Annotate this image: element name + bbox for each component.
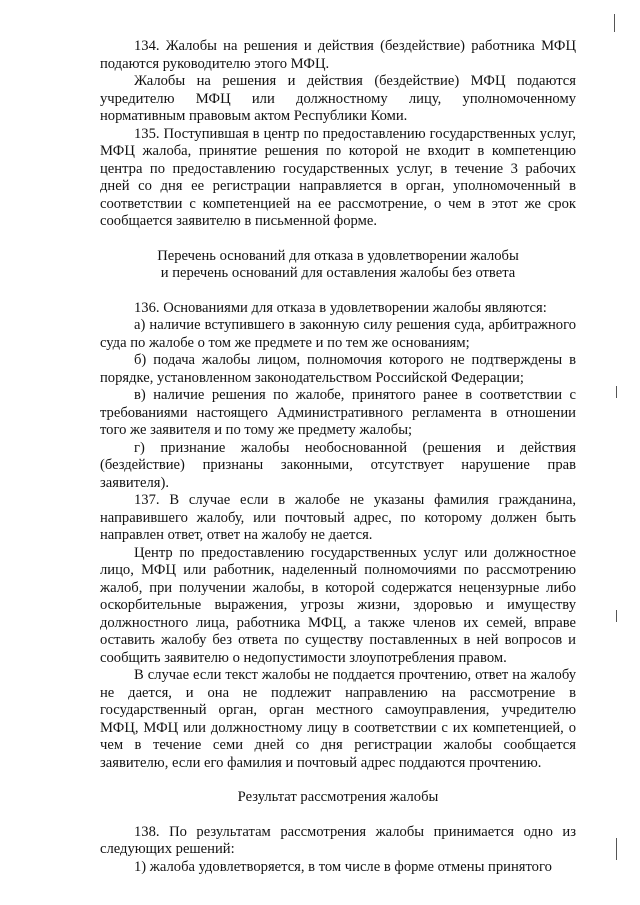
section-heading-result: Результат рассмотрения жалобы — [237, 789, 439, 805]
scan-edge-mark — [614, 14, 615, 32]
spacer — [100, 772, 576, 789]
spacer — [100, 283, 576, 300]
scan-edge-mark — [616, 610, 617, 622]
scan-edge-mark — [616, 386, 617, 398]
document-page — [100, 38, 576, 876]
spacer — [100, 231, 576, 248]
paragraph-136-g: г) признание жалобы необоснованной (решения и действия (бездействие) признаны законными, отсутствует нарушение прав заявителя). — [100, 439, 576, 491]
paragraph-138: 138. По результатам рассмотрения жалобы принимается одно из следующих решений: — [100, 823, 576, 857]
paragraph-138-1: 1) жалоба удовлетворяется, в том числе в форме отмены принятого — [134, 858, 552, 875]
section-heading-refusal-line-2: и перечень оснований для оставления жалобы без ответа — [160, 265, 516, 281]
paragraph-134-mfc-founder: Жалобы на решения и действия (бездействие) МФЦ подаются учредителю МФЦ или должностному лицу, уполномоченному нормативным правовым актом Республики Коми. — [100, 73, 576, 124]
paragraph-136-b: б) подача жалобы лицом, полномочия которого не подтверждены в порядке, установленном законодательством Российской Федерации; — [100, 352, 576, 386]
paragraph-137: 137. В случае если в жалобе не указаны фамилия гражданина, направившего жалобу, или почтовый адрес, по которому должен быть направлен ответ, ответ на жалобу не дается. — [100, 492, 576, 543]
paragraph-135: 135. Поступившая в центр по предоставлению государственных услуг, МФЦ жалоба, принятие решения по которой не входит в компетенцию центра по предоставлению государственных услуг, в течение 3 рабочих дней со дня ее регистрации направляется в орган, уполномоченный в соответствии с компетенцией на ее рассмотрение, о чем в этот же срок сообщается заявителю в письменной форме. — [100, 125, 576, 229]
scan-edge-mark — [616, 838, 617, 860]
paragraph-136-a: а) наличие вступившего в законную силу решения суда, арбитражного суда по жалобе о том же предмете и по тем же основаниям; — [100, 317, 576, 351]
spacer — [100, 807, 576, 824]
paragraph-136-v: в) наличие решения по жалобе, принятого ранее в соответствии с требованиями настоящего Административного регламента в отношении того же заявителя и по тому же предмету жалобы; — [100, 387, 576, 438]
section-heading-refusal-line-1: Перечень оснований для отказа в удовлетворении жалобы — [157, 247, 519, 264]
paragraph-137-unreadable: В случае если текст жалобы не поддается прочтению, ответ на жалобу не дается, и она не подлежит направлению на рассмотрение в государственный орган, орган местного самоуправления, учредителю МФЦ, МФЦ или должностному лицу в соответствии с их компетенцией, о чем в течение семи дней со дня регистрации жалобы сообщается заявителю, если его фамилия и почтовый адрес поддаются прочтению. — [100, 667, 576, 771]
paragraph-136: 136. Основаниями для отказа в удовлетворении жалобы являются: — [134, 299, 547, 316]
paragraph-134: 134. Жалобы на решения и действия (бездействие) работника МФЦ подаются руководителю этого МФЦ. — [100, 38, 576, 72]
paragraph-137-obscene: Центр по предоставлению государственных услуг или должностное лицо, МФЦ или работник, наделенный полномочиями по рассмотрению жалоб, при получении жалобы, в которой содержатся нецензурные либо оскорбительные выражения, угрозы жизни, здоровью и имуществу должностного лица, работника МФЦ, а также членов их семей, вправе оставить жалобу без ответа по существу поставленных в ней вопросов и сообщить заявителю о недопустимости злоупотребления правом. — [100, 544, 576, 666]
